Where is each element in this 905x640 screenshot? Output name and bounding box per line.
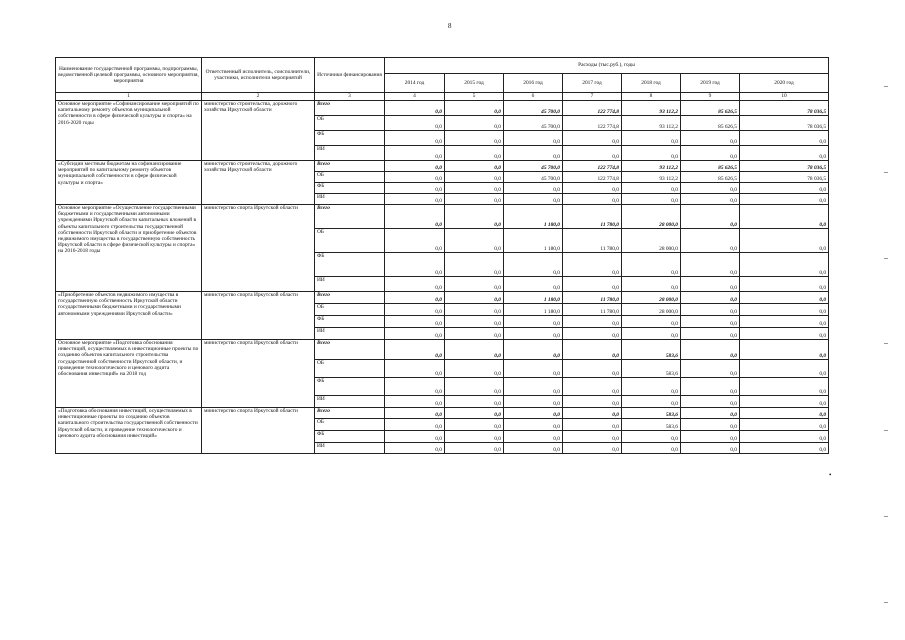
expense-value-cell: 0,0 [563,277,622,292]
responsible-cell: министерство спорта Иркутской области [202,340,315,408]
page-number: 8 [448,22,452,30]
header-responsible-cell: Ответственный исполнитель, соисполнители, участники, исполнители мероприятий [202,58,315,93]
expense-value-cell: 0,0 [740,378,829,396]
expense-value-cell: 11 780,0 [563,292,622,304]
funding-source-cell: ОБ [315,229,385,253]
funding-source-cell: ОБ [315,116,385,131]
expense-value-cell: 0,0 [445,183,504,194]
header-expenses-cell: Расходы (тыс.руб.), годы [385,58,829,74]
expense-value-cell: 0,0 [740,277,829,292]
expense-value-cell: 45 700,0 [504,161,563,172]
expense-value-cell: 85 626,5 [681,116,740,131]
expense-value-cell: 0,0 [385,205,445,229]
measure-name-cell: Основное мероприятие «Осуществление государственными бюджетными и государственными автономными учреждениями Иркутской области капитальных вложений в объекты капитального строительства государственной собственности Иркутской области и приобретение объектов недвижимого имущества в государственную собственность Иркутской области в сфере физической культуры и спорта» на 2016-2018 годы [56,205,202,292]
expense-value-cell: 28 000,0 [622,292,681,304]
expense-value-cell: 0,0 [681,340,740,360]
funding-source-cell: Всего [315,292,385,304]
expense-value-cell: 0,0 [504,443,563,454]
expense-value-cell: 0,0 [563,360,622,378]
expense-value-cell: 0,0 [622,146,681,161]
expense-value-cell: 0,0 [681,205,740,229]
margin-dash [884,86,888,87]
funding-source-cell: Всего [315,340,385,360]
expense-value-cell: 45 700,0 [504,116,563,131]
expense-value-cell: 0,0 [563,419,622,431]
expense-value-cell: 0,0 [445,131,504,146]
expense-value-cell: 122 774,8 [563,101,622,116]
expense-value-cell: 0,0 [622,253,681,277]
header-year-cell: 2014 год [385,74,445,93]
expense-value-cell: 0,0 [681,253,740,277]
expense-value-cell: 28 000,0 [622,205,681,229]
expense-value-cell: 0,0 [740,443,829,454]
expense-value-cell: 0,0 [445,360,504,378]
expense-value-cell: 0,0 [445,443,504,454]
expense-value-cell: 0,0 [385,277,445,292]
expense-value-cell: 0,0 [445,172,504,183]
funding-source-cell: ИИ [315,396,385,408]
expense-value-cell: 0,0 [385,194,445,205]
header-column-number: 10 [740,93,829,101]
expense-value-cell: 0,0 [385,328,445,340]
expense-value-cell: 0,0 [385,229,445,253]
expense-value-cell: 583,6 [622,408,681,419]
funding-source-cell: ИИ [315,328,385,340]
funding-source-cell: ОБ [315,304,385,316]
funding-source-cell: ОБ [315,172,385,183]
expense-value-cell: 0,0 [385,161,445,172]
expense-value-cell: 28 000,0 [622,304,681,316]
expense-value-cell: 583,6 [622,340,681,360]
expense-value-cell: 0,0 [681,419,740,431]
expense-value-cell: 0,0 [681,378,740,396]
measure-name-cell: Основное мероприятие «Подготовка обоснования инвестиций, осуществляемых в инвестиционные проекты по созданию объектов капитального строительства государственной собственности Иркутской области, и проведение технологического и ценового аудита обоснования инвестиций» на 2018 год [56,340,202,408]
expense-value-cell: 0,0 [385,304,445,316]
expense-value-cell: 78 036,5 [740,172,829,183]
expense-value-cell: 0,0 [445,229,504,253]
expense-value-cell: 93 112,2 [622,161,681,172]
expense-value-cell: 0,0 [385,183,445,194]
header-column-number: 4 [385,93,445,101]
expense-value-cell: 85 626,5 [681,172,740,183]
expense-value-cell: 0,0 [622,443,681,454]
header-year-cell: 2020 год [740,74,829,93]
expense-value-cell: 0,0 [504,396,563,408]
expense-value-cell: 0,0 [385,116,445,131]
expense-value-cell: 0,0 [740,340,829,360]
expense-value-cell: 0,0 [504,431,563,443]
measure-name-cell: «Подготовка обоснования инвестиций, осуществляемых в инвестиционные проекты по созданию объектов капитального строительства государственной собственности Иркутской области, и проведение технологического и ценового аудита обоснования инвестиций» [56,408,202,454]
expense-value-cell: 0,0 [445,340,504,360]
expense-value-cell: 0,0 [445,408,504,419]
header-column-number: 3 [315,93,385,101]
header-year-cell: 2017 год [563,74,622,93]
expense-value-cell: 0,0 [385,253,445,277]
expense-value-cell: 0,0 [504,146,563,161]
expense-value-cell: 0,0 [385,131,445,146]
expense-value-cell: 45 700,0 [504,101,563,116]
expense-value-cell: 0,0 [681,396,740,408]
expense-value-cell: 0,0 [445,116,504,131]
expense-value-cell: 0,0 [740,408,829,419]
funding-source-cell: ФБ [315,131,385,146]
header-column-number: 2 [202,93,315,101]
funding-source-cell: ФБ [315,316,385,328]
expense-value-cell: 78 036,5 [740,161,829,172]
expense-value-cell: 0,0 [385,340,445,360]
funding-source-cell: Всего [315,101,385,116]
expense-value-cell: 0,0 [385,101,445,116]
measure-name-cell: Основное мероприятие «Софинансирование мероприятий по капитальному ремонту объектов муниципальной собственности в сфере физической культуры и спорта» на 2016-2020 годы [56,101,202,161]
responsible-cell: министерство строительства, дорожного хозяйства Иркутской области [202,101,315,161]
header-year-cell: 2016 год [504,74,563,93]
table-row [56,408,829,419]
expense-value-cell: 93 112,2 [622,172,681,183]
expense-value-cell: 0,0 [681,328,740,340]
table-body [56,101,829,454]
expense-value-cell: 0,0 [740,316,829,328]
expense-value-cell: 0,0 [563,396,622,408]
expense-value-cell: 0,0 [504,183,563,194]
table-row [56,205,829,229]
expense-value-cell: 0,0 [681,146,740,161]
margin-dash [884,430,888,431]
responsible-cell: министерство строительства, дорожного хозяйства Иркутской области [202,161,315,205]
header-year-cell: 2015 год [445,74,504,93]
expense-value-cell: 0,0 [740,304,829,316]
expense-value-cell: 583,6 [622,360,681,378]
expense-value-cell: 0,0 [563,146,622,161]
expense-value-cell: 0,0 [681,316,740,328]
margin-dash [884,516,888,517]
table-row [56,161,829,172]
expense-value-cell: 93 112,2 [622,101,681,116]
expense-value-cell: 0,0 [622,277,681,292]
expense-value-cell: 0,0 [681,408,740,419]
expense-value-cell: 0,0 [622,431,681,443]
expense-value-cell: 0,0 [504,419,563,431]
expense-value-cell: 0,0 [681,183,740,194]
header-source-cell: Источники финансирования [315,58,385,93]
responsible-cell: министерство спорта Иркутской области [202,205,315,292]
header-name-cell: Наименование государственной программы, подпрограммы, ведомственной целевой программы, основного мероприятия, мероприятия [56,58,202,93]
expense-value-cell: 0,0 [385,431,445,443]
expense-value-cell: 0,0 [385,316,445,328]
expense-value-cell: 0,0 [681,131,740,146]
margin-dash [884,602,888,603]
expense-value-cell: 0,0 [445,431,504,443]
expense-value-cell: 0,0 [740,431,829,443]
expense-value-cell: 0,0 [681,304,740,316]
expense-value-cell: 0,0 [622,316,681,328]
expense-value-cell: 0,0 [622,396,681,408]
expense-value-cell: 0,0 [504,316,563,328]
responsible-cell: министерство спорта Иркутской области [202,292,315,340]
funding-source-cell: ИИ [315,146,385,161]
expense-value-cell: 0,0 [504,360,563,378]
table-row [56,101,829,116]
expense-value-cell: 0,0 [740,183,829,194]
expense-value-cell: 0,0 [445,194,504,205]
expense-value-cell: 1 180,0 [504,229,563,253]
expense-value-cell: 122 774,8 [563,161,622,172]
expense-value-cell: 0,0 [622,183,681,194]
expense-value-cell: 85 626,5 [681,161,740,172]
expense-value-cell: 0,0 [385,443,445,454]
expense-value-cell: 122 774,8 [563,116,622,131]
header-column-number: 6 [504,93,563,101]
expense-value-cell: 0,0 [681,229,740,253]
expense-value-cell: 0,0 [504,194,563,205]
expense-value-cell: 0,0 [504,340,563,360]
funding-source-cell: ИИ [315,194,385,205]
expense-value-cell: 0,0 [681,194,740,205]
measure-name-cell: «Субсидии местным бюджетам на софинансирование мероприятий по капитальному ремонту объектов муниципальной собственности в сфере физической культуры и спорта» [56,161,202,205]
header-row-numbers [56,93,829,101]
expense-value-cell: 0,0 [740,292,829,304]
responsible-cell: министерство спорта Иркутской области [202,408,315,454]
expense-value-cell: 11 780,0 [563,229,622,253]
expense-value-cell: 78 036,5 [740,116,829,131]
funding-source-cell: ОБ [315,419,385,431]
expense-value-cell: 0,0 [740,253,829,277]
funding-source-cell: ИИ [315,277,385,292]
expense-value-cell: 0,0 [504,328,563,340]
expense-value-cell: 0,0 [445,304,504,316]
expense-value-cell: 0,0 [504,277,563,292]
expense-value-cell: 0,0 [445,292,504,304]
expense-value-cell: 11 780,0 [563,205,622,229]
expense-value-cell: 0,0 [445,277,504,292]
expense-value-cell: 0,0 [740,328,829,340]
expense-value-cell: 0,0 [740,146,829,161]
header-column-number: 1 [56,93,202,101]
side-mark: • [829,471,832,479]
funding-source-cell: ИИ [315,443,385,454]
expense-value-cell: 1 180,0 [504,205,563,229]
expense-value-cell: 0,0 [563,328,622,340]
budget-table [55,57,829,454]
expense-value-cell: 0,0 [563,443,622,454]
expense-value-cell: 0,0 [445,396,504,408]
expense-value-cell: 0,0 [563,253,622,277]
funding-source-cell: ФБ [315,253,385,277]
expense-value-cell: 0,0 [445,378,504,396]
expense-value-cell: 0,0 [740,419,829,431]
expense-value-cell: 78 036,5 [740,101,829,116]
header-column-number: 5 [445,93,504,101]
expense-value-cell: 0,0 [385,172,445,183]
funding-source-cell: Всего [315,161,385,172]
expense-value-cell: 0,0 [445,205,504,229]
funding-source-cell: Всего [315,408,385,419]
expense-value-cell: 0,0 [740,229,829,253]
expense-value-cell: 0,0 [504,378,563,396]
expense-value-cell: 0,0 [445,419,504,431]
expense-value-cell: 0,0 [622,378,681,396]
header-column-number: 8 [622,93,681,101]
expense-value-cell: 0,0 [563,316,622,328]
expense-value-cell: 0,0 [445,146,504,161]
expense-value-cell: 0,0 [445,101,504,116]
expense-value-cell: 0,0 [385,396,445,408]
expense-value-cell: 0,0 [385,360,445,378]
funding-source-cell: ОБ [315,360,385,378]
expense-value-cell: 0,0 [622,328,681,340]
expense-value-cell: 0,0 [385,146,445,161]
expense-value-cell: 0,0 [681,431,740,443]
expense-value-cell: 0,0 [681,292,740,304]
expense-value-cell: 28 000,0 [622,229,681,253]
expense-value-cell: 0,0 [740,396,829,408]
expense-value-cell: 1 180,0 [504,304,563,316]
expense-value-cell: 0,0 [740,360,829,378]
expense-value-cell: 85 626,5 [681,101,740,116]
measure-name-cell: «Приобретение объектов недвижимого имущества в государственную собственность Иркутской области государственными бюджетными и государственными автономными учреждениями Иркутской области» [56,292,202,340]
expense-value-cell: 0,0 [385,419,445,431]
expense-value-cell: 0,0 [385,292,445,304]
margin-dash [884,343,888,344]
header-column-number: 7 [563,93,622,101]
expense-value-cell: 0,0 [504,408,563,419]
expense-value-cell: 0,0 [445,253,504,277]
expense-value-cell: 0,0 [563,194,622,205]
expense-value-cell: 0,0 [504,131,563,146]
expense-value-cell: 0,0 [681,443,740,454]
margin-dash [884,172,888,173]
expense-value-cell: 45 700,0 [504,172,563,183]
expense-value-cell: 0,0 [563,408,622,419]
expense-value-cell: 0,0 [445,316,504,328]
header-column-number: 9 [681,93,740,101]
expense-value-cell: 0,0 [385,408,445,419]
expense-value-cell: 0,0 [504,253,563,277]
expense-value-cell: 0,0 [740,131,829,146]
expense-value-cell: 122 774,8 [563,172,622,183]
expense-value-cell: 0,0 [681,360,740,378]
expense-value-cell: 93 112,2 [622,116,681,131]
expense-value-cell: 0,0 [563,340,622,360]
expense-value-cell: 0,0 [445,328,504,340]
header-row-top [56,58,829,74]
expense-value-cell: 1 180,0 [504,292,563,304]
header-year-cell: 2018 год [622,74,681,93]
expense-value-cell: 0,0 [681,277,740,292]
funding-source-cell: Всего [315,205,385,229]
expense-value-cell: 0,0 [563,431,622,443]
expense-value-cell: 11 780,0 [563,304,622,316]
expense-value-cell: 0,0 [385,378,445,396]
table-row [56,292,829,304]
funding-source-cell: ФБ [315,183,385,194]
expense-value-cell: 0,0 [622,131,681,146]
table-row [56,340,829,360]
expense-value-cell: 0,0 [740,205,829,229]
expense-value-cell: 583,6 [622,419,681,431]
funding-source-cell: ФБ [315,378,385,396]
header-year-cell: 2019 год [681,74,740,93]
expense-value-cell: 0,0 [563,131,622,146]
expense-value-cell: 0,0 [445,161,504,172]
margin-dash [884,258,888,259]
expense-value-cell: 0,0 [622,194,681,205]
expense-value-cell: 0,0 [563,378,622,396]
expense-value-cell: 0,0 [740,194,829,205]
funding-source-cell: ФБ [315,431,385,443]
expense-value-cell: 0,0 [563,183,622,194]
